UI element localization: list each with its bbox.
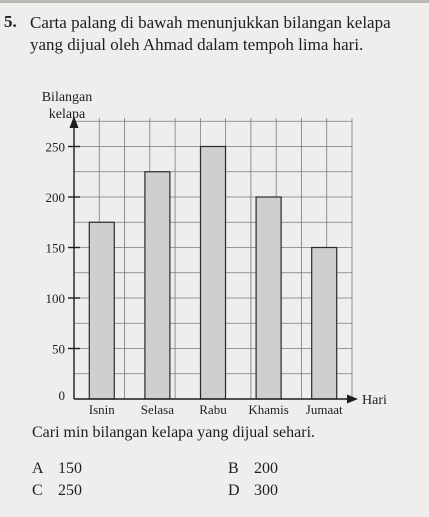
- option-d-value: 300: [254, 482, 278, 499]
- bar-jumaat: [312, 248, 337, 400]
- bar-selasa: [145, 172, 170, 399]
- option-c-letter: C: [32, 482, 43, 499]
- y-tick-label: 150: [45, 240, 65, 256]
- option-b[interactable]: [228, 460, 278, 478]
- y-tick-label: 200: [45, 190, 65, 205]
- option-a-letter: A: [32, 460, 44, 477]
- x-tick-label: Jumaat: [305, 402, 343, 417]
- question-prompt: Cari min bilangan kelapa yang dijual sehari.: [32, 424, 316, 441]
- y-axis-title: kelapa: [48, 107, 86, 122]
- x-tick-label: Rabu: [199, 402, 227, 417]
- x-tick-label: Khamis: [248, 402, 289, 417]
- y-tick-label: 50: [52, 341, 65, 357]
- option-d-letter: D: [228, 482, 240, 499]
- option-c[interactable]: [32, 482, 82, 500]
- option-a[interactable]: [32, 460, 82, 478]
- x-axis-title: Hari: [362, 393, 387, 408]
- bar-khamis: [256, 197, 281, 399]
- y-tick-label: 0: [58, 388, 65, 403]
- question-number: 5.: [4, 12, 17, 31]
- bar-rabu: [201, 147, 226, 400]
- option-d[interactable]: [228, 482, 278, 500]
- option-b-letter: B: [228, 460, 239, 477]
- x-tick-label: Isnin: [88, 402, 115, 417]
- y-tick-label: 100: [45, 291, 65, 306]
- question-line-2: yang dijual oleh Ahmad dalam tempoh lima hari.: [30, 35, 364, 54]
- x-tick-label: Selasa: [140, 402, 175, 417]
- question-line-1: Carta palang di bawah menunjukkan bilangan kelapa: [30, 13, 391, 32]
- option-a-value: 150: [58, 460, 82, 477]
- y-axis-title: Bilangan: [41, 90, 93, 105]
- y-tick-label: 250: [45, 139, 65, 155]
- bar-isnin: [89, 222, 114, 399]
- option-b-value: 200: [254, 460, 278, 477]
- option-c-value: 250: [58, 482, 82, 499]
- x-axis-arrow: [347, 395, 358, 404]
